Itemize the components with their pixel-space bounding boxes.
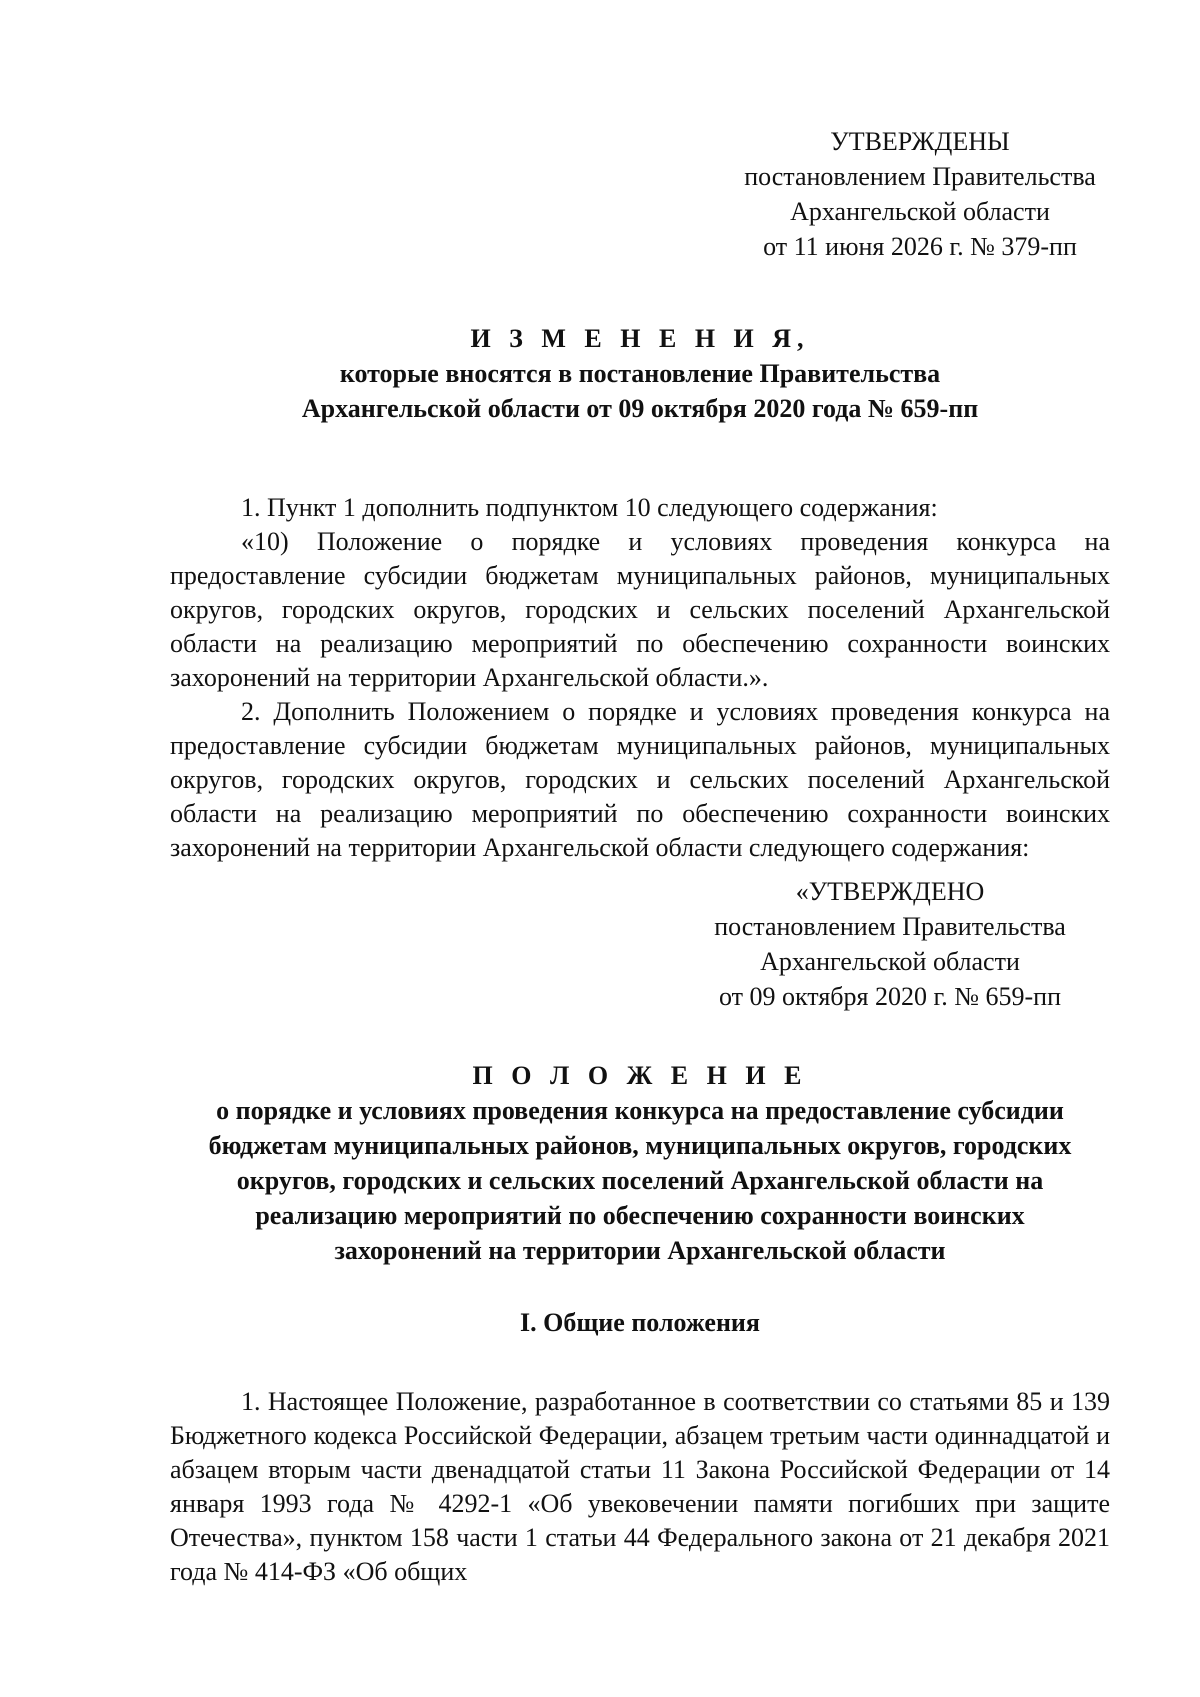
- changes-subtitle-line: которые вносятся в постановление Правительства: [339, 359, 941, 388]
- regulation-heading: [160, 1058, 1120, 1268]
- approval-stamp-top: [720, 124, 1120, 264]
- regulation-subtitle-line: захоронений на территории Архангельской области: [334, 1236, 946, 1265]
- changes-heading: [160, 321, 1120, 426]
- section-heading: [160, 1305, 1120, 1340]
- amendment-paragraph: «10) Положение о порядке и условиях проведения конкурса на предоставление субсидии бюджетам муниципальных районов, муниципальных округов, городских округов, городских и сельских поселений Архангельской области на реализацию мероприятий по обеспечению сохранности воинских захоронений на территории Архангельской области.».: [170, 527, 1110, 692]
- approval-line: постановлением Правительства: [714, 912, 1066, 941]
- amendment-paragraph: 1. Пункт 1 дополнить подпунктом 10 следующего содержания:: [241, 493, 938, 522]
- amendment-paragraph: 2. Дополнить Положением о порядке и условиях проведения конкурса на предоставление субсидии бюджетам муниципальных районов, муниципальных округов, городских округов, городских и сельских поселений Архангельской области на реализацию мероприятий по обеспечению сохранности воинских захоронений на территории Архангельской области следующего содержания:: [170, 697, 1110, 862]
- regulation-subtitle-line: реализацию мероприятий по обеспечению сохранности воинских: [255, 1201, 1025, 1230]
- regulation-subtitle-line: округов, городских и сельских поселений Архангельской области на: [236, 1166, 1044, 1195]
- changes-title: И З М Е Н Е Н И Я,: [470, 324, 810, 353]
- approval-stamp-inner: [700, 874, 1080, 1014]
- amendments-body: [170, 491, 1110, 865]
- approval-line: УТВЕРЖДЕНЫ: [830, 127, 1010, 156]
- regulation-subtitle-line: бюджетам муниципальных районов, муниципальных округов, городских: [208, 1131, 1072, 1160]
- regulation-subtitle-line: о порядке и условиях проведения конкурса на предоставление субсидии: [216, 1096, 1064, 1125]
- approval-line: Архангельской области: [760, 947, 1020, 976]
- regulation-title: П О Л О Ж Е Н И Е: [472, 1061, 808, 1090]
- section-body: [170, 1385, 1110, 1589]
- approval-line: постановлением Правительства: [744, 162, 1096, 191]
- approval-line: Архангельской области: [790, 197, 1050, 226]
- approval-line: от 09 октября 2020 г. № 659-пп: [719, 982, 1061, 1011]
- section-paragraph: 1. Настоящее Положение, разработанное в соответствии со статьями 85 и 139 Бюджетного кодекса Российской Федерации, абзацем третьим части одиннадцатой и абзацем вторым части двенадцатой статьи 11 Закона Российской Федерации от 14 января 1993 года № 4292-1 «Об увековечении памяти погибших при защите Отечества», пунктом 158 части 1 статьи 44 Федерального закона от 21 декабря 2021 года № 414-ФЗ «Об общих: [170, 1387, 1110, 1586]
- changes-subtitle-line: Архангельской области от 09 октября 2020 года № 659-пп: [301, 394, 979, 423]
- section-title: I. Общие положения: [520, 1308, 760, 1337]
- approval-line: от 11 июня 2026 г. № 379-пп: [763, 232, 1077, 261]
- approval-line: «УТВЕРЖДЕНО: [795, 877, 985, 906]
